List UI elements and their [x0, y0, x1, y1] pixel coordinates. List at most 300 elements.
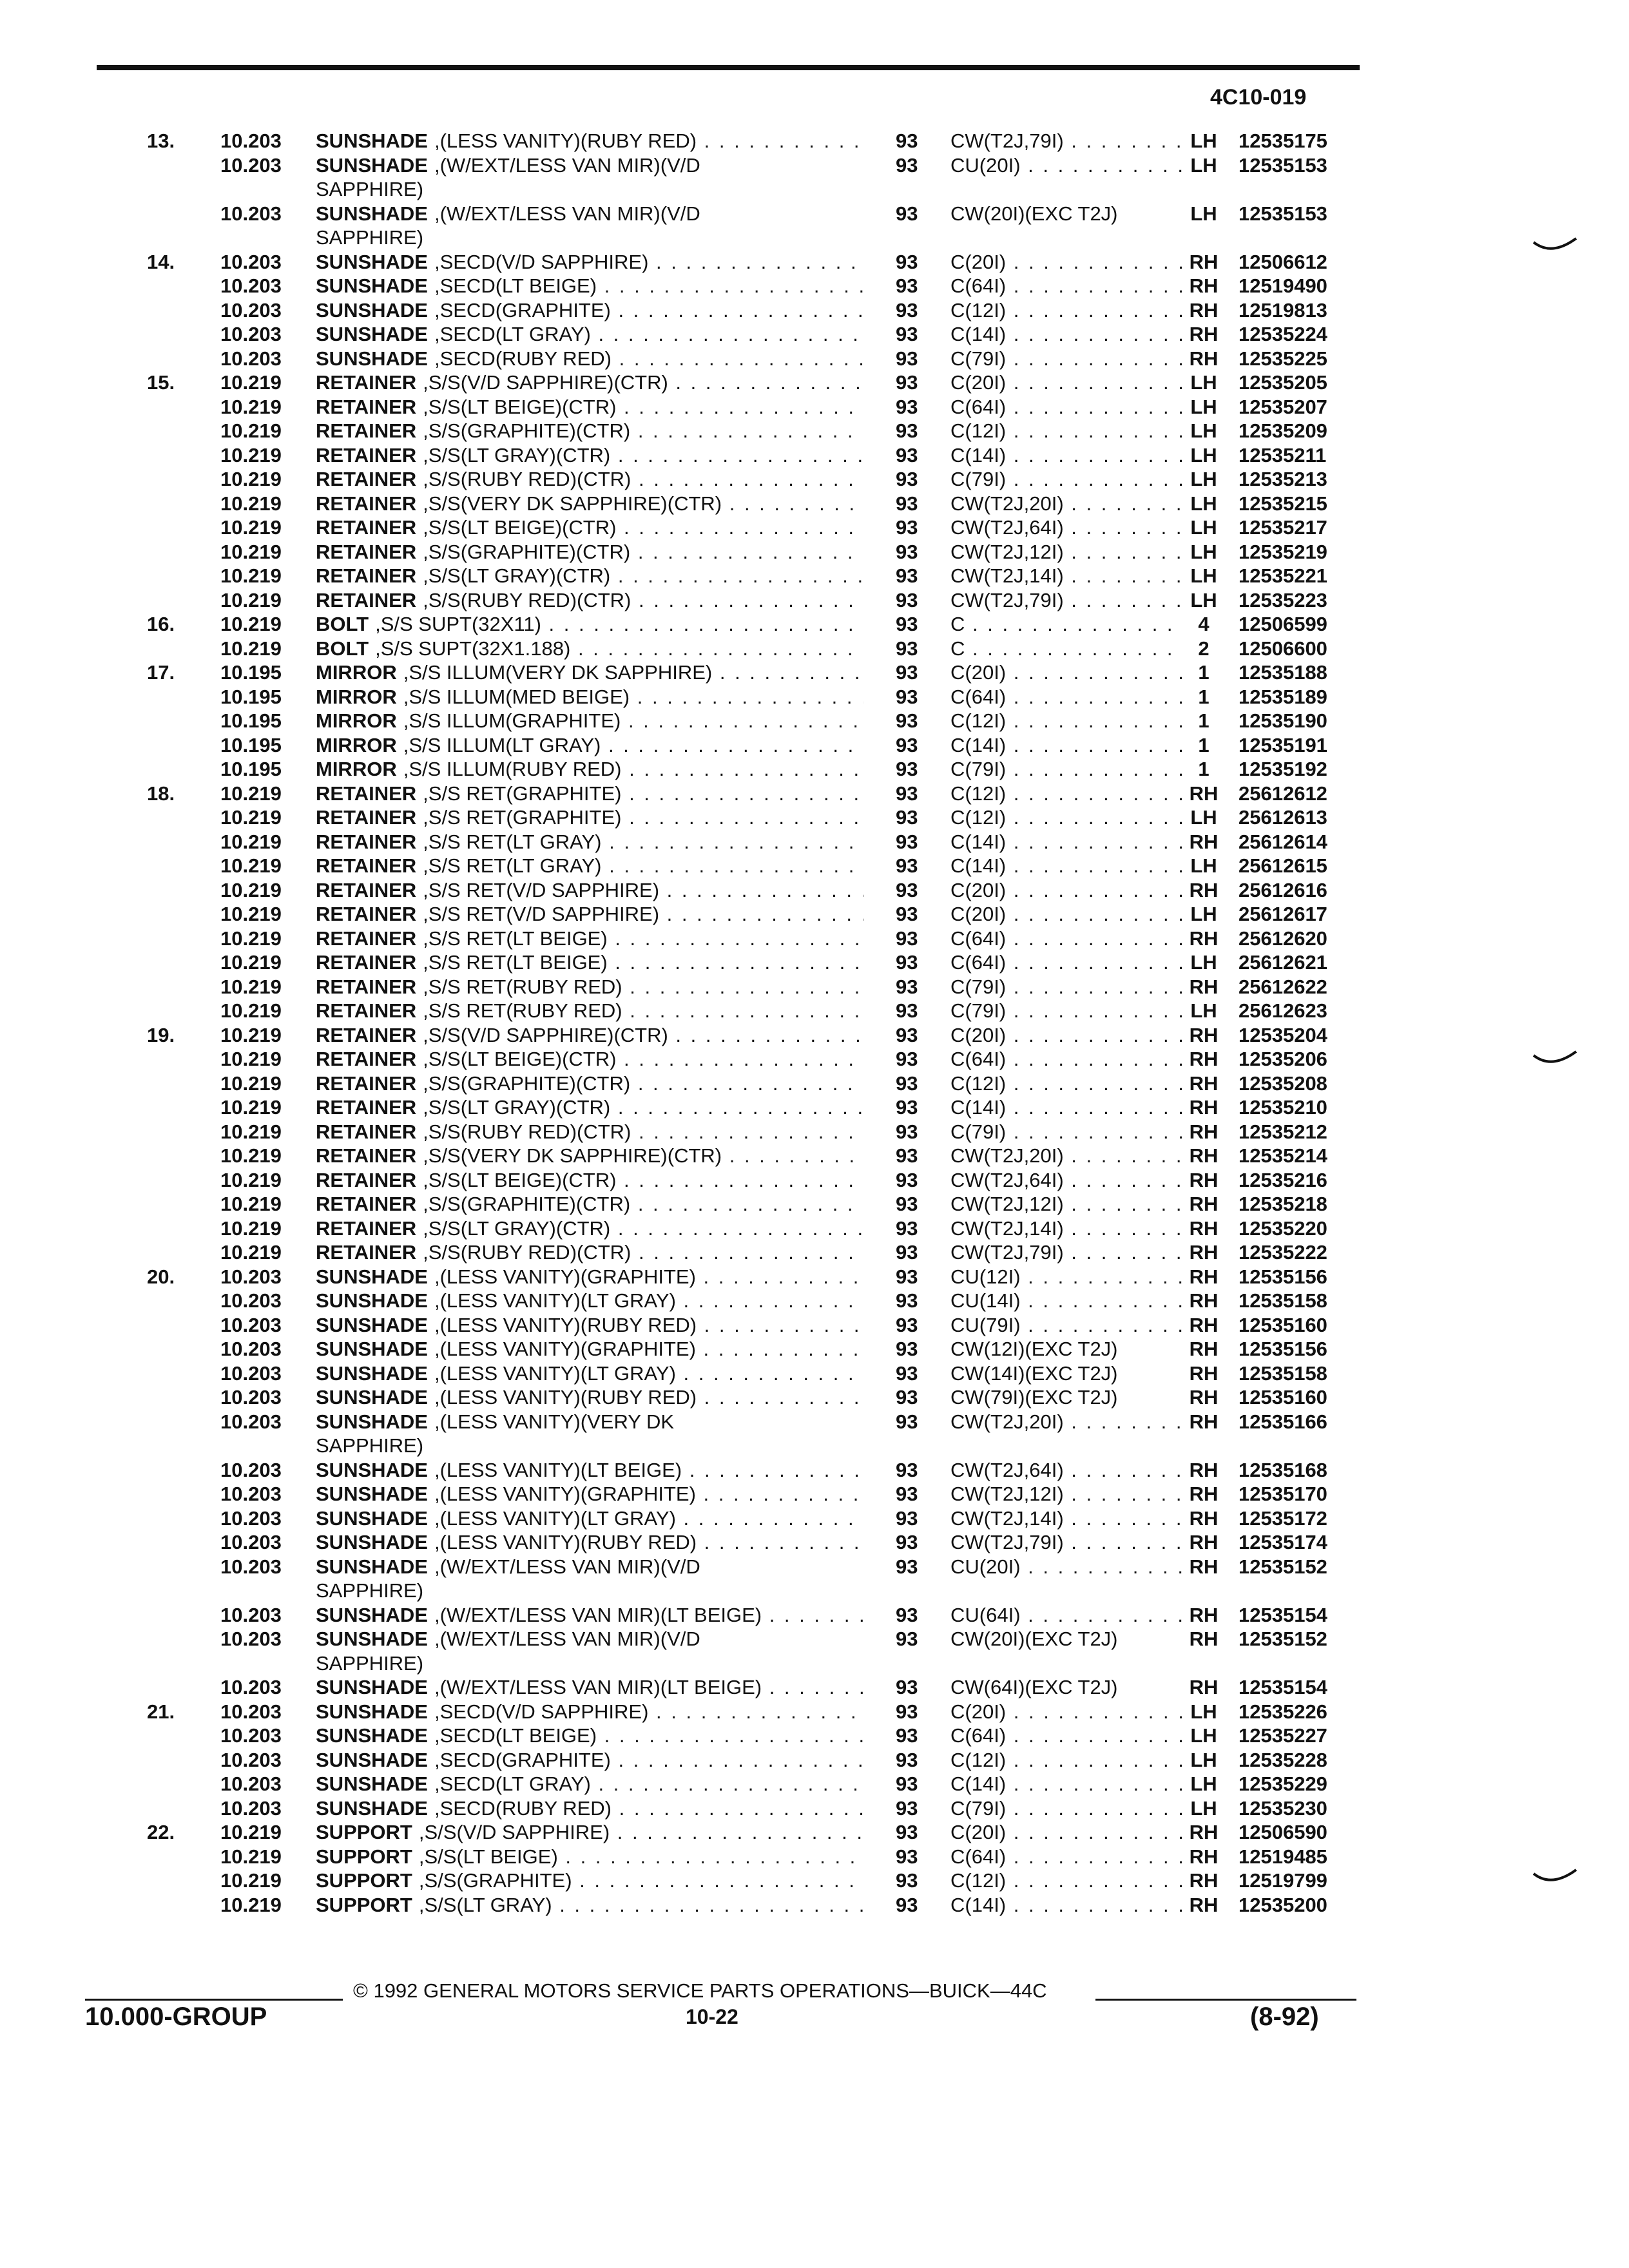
part-detail: ,S/S ILLUM(GRAPHITE)	[403, 709, 621, 732]
model-code	[950, 1675, 1182, 1700]
part-description	[316, 975, 863, 999]
quantity-or-side: LH	[1190, 588, 1217, 611]
part-name: SUNSHADE	[316, 274, 428, 297]
part-name: RETAINER	[316, 1048, 417, 1070]
part-number: 12535204	[1239, 1023, 1327, 1046]
part-name: RETAINER	[316, 975, 417, 998]
part-description	[316, 637, 863, 661]
reference-number: 22.	[147, 1821, 175, 1843]
part-number: 12535158	[1239, 1361, 1327, 1385]
part-detail: ,S/S(GRAPHITE)	[418, 1869, 572, 1892]
model-year: 93	[896, 1821, 918, 1843]
model-year: 93	[896, 903, 918, 925]
parts-row	[0, 467, 1629, 492]
part-detail: ,SECD(GRAPHITE)	[434, 1748, 611, 1771]
parts-row	[0, 1796, 1629, 1821]
part-number: 12535222	[1239, 1241, 1327, 1264]
model-code-text: C(20I) . . .	[950, 1023, 1182, 1048]
quantity-or-side: 1	[1198, 733, 1210, 756]
parts-row	[0, 564, 1629, 588]
model-code-text: CW(T2J,14I) . . .	[950, 1216, 1182, 1241]
part-description	[316, 540, 863, 564]
quantity-or-side: LH	[1190, 1700, 1217, 1723]
part-number: 12535172	[1239, 1506, 1327, 1530]
model-code	[950, 1820, 1182, 1845]
part-detail: ,S/S(LT BEIGE)(CTR)	[423, 1168, 617, 1191]
part-detail: ,S/S(GRAPHITE)(CTR)	[423, 1193, 631, 1215]
part-description	[316, 830, 863, 854]
part-description	[316, 1313, 863, 1338]
model-code-text: C(12I) . . .	[950, 419, 1182, 443]
part-name: SUNSHADE	[316, 298, 428, 322]
parts-row	[0, 709, 1629, 733]
part-number: 12535212	[1239, 1120, 1327, 1143]
model-code	[950, 1361, 1182, 1386]
group-number: 10.219	[220, 830, 282, 853]
group-number: 10.203	[220, 1410, 282, 1433]
group-number: 10.203	[220, 1603, 282, 1626]
part-detail: ,S/S(LT GRAY)(CTR)	[423, 564, 611, 587]
part-description	[316, 467, 863, 492]
part-detail: ,S/S RET(RUBY RED)	[423, 975, 622, 998]
model-code	[950, 1772, 1182, 1796]
part-number: 12535223	[1239, 588, 1327, 611]
part-name: SUNSHADE	[316, 1724, 428, 1747]
parts-row	[0, 1748, 1629, 1773]
model-code-text: C(20I) . . .	[950, 660, 1182, 685]
group-number: 10.219	[220, 1144, 282, 1167]
model-code-text: CW(T2J,20I) . . .	[950, 1144, 1182, 1168]
part-description	[316, 1072, 863, 1096]
model-year: 93	[896, 1265, 918, 1288]
model-code-text: C(20I) . . .	[950, 1820, 1182, 1845]
part-name: RETAINER	[316, 1241, 417, 1264]
part-description	[316, 1869, 863, 1893]
part-number: 25612614	[1239, 830, 1327, 853]
quantity-or-side: RH	[1189, 1458, 1219, 1481]
part-number: 12535230	[1239, 1796, 1327, 1820]
parts-row	[0, 540, 1629, 564]
model-code	[950, 1120, 1182, 1144]
part-detail: ,S/S ILLUM(LT GRAY)	[403, 733, 601, 756]
part-description	[316, 129, 863, 153]
part-detail: ,S/S RET(GRAPHITE)	[423, 806, 622, 829]
parts-row	[0, 854, 1629, 878]
quantity-or-side: 2	[1198, 637, 1210, 660]
parts-row	[0, 1072, 1629, 1096]
model-year: 93	[896, 1869, 918, 1892]
quantity-or-side: RH	[1189, 1676, 1219, 1698]
part-name: RETAINER	[316, 516, 417, 539]
part-detail: ,(LESS VANITY)(LT GRAY)	[434, 1289, 676, 1312]
quantity-or-side: RH	[1189, 1338, 1219, 1360]
model-year: 93	[896, 1072, 918, 1095]
quantity-or-side: RH	[1189, 927, 1219, 950]
parts-row	[0, 588, 1629, 613]
part-description	[316, 1458, 863, 1483]
margin-tick-mark	[1532, 1869, 1577, 1888]
quantity-or-side: RH	[1189, 1531, 1219, 1553]
part-detail: ,S/S SUPT(32X11)	[375, 613, 541, 635]
quantity-or-side: RH	[1189, 1289, 1219, 1312]
quantity-or-side: RH	[1189, 1483, 1219, 1505]
group-number: 10.203	[220, 202, 282, 225]
part-name: SUNSHADE	[316, 1361, 428, 1385]
model-code-text: C(14I) . . .	[950, 443, 1182, 468]
parts-row	[0, 805, 1629, 830]
part-name: SUNSHADE	[316, 1313, 428, 1336]
parts-row	[0, 612, 1629, 637]
model-code-text: CW(12I)(EXC T2J)	[950, 1338, 1118, 1360]
model-year: 93	[896, 1241, 918, 1264]
part-name: SUNSHADE	[316, 1748, 428, 1771]
part-number: 12535160	[1239, 1386, 1327, 1408]
quantity-or-side: RH	[1189, 1120, 1219, 1143]
part-name: SUNSHADE	[316, 1289, 428, 1312]
quantity-or-side: RH	[1189, 1072, 1219, 1095]
part-number: 12535156	[1239, 1265, 1327, 1288]
parts-row	[0, 1410, 1629, 1458]
parts-row	[0, 492, 1629, 516]
part-detail: ,S/S RET(LT GRAY)	[423, 830, 602, 853]
part-number: 12535215	[1239, 492, 1327, 515]
part-name: RETAINER	[316, 371, 417, 394]
group-number: 10.203	[220, 1506, 282, 1530]
part-number: 12535213	[1239, 468, 1327, 490]
part-number: 12535218	[1239, 1193, 1327, 1215]
group-number: 10.203	[220, 1628, 282, 1650]
quantity-or-side: RH	[1189, 782, 1219, 805]
part-detail: ,(LESS VANITY)(RUBY RED)	[434, 1386, 697, 1408]
part-description	[316, 515, 863, 540]
part-number: 25612612	[1239, 782, 1327, 805]
model-code	[950, 1240, 1182, 1265]
model-code	[950, 515, 1182, 540]
group-number: 10.219	[220, 782, 282, 805]
parts-row	[0, 443, 1629, 468]
model-year: 93	[896, 492, 918, 515]
quantity-or-side: RH	[1189, 1144, 1219, 1167]
parts-row	[0, 950, 1629, 975]
parts-row	[0, 685, 1629, 709]
model-year: 93	[896, 1096, 918, 1119]
quantity-or-side: RH	[1189, 323, 1219, 345]
model-year: 93	[896, 613, 918, 635]
quantity-or-side: RH	[1189, 250, 1219, 273]
model-year: 93	[896, 153, 918, 177]
quantity-or-side: LH	[1190, 395, 1217, 418]
part-number: 12535224	[1239, 323, 1327, 345]
group-number: 10.219	[220, 1869, 282, 1892]
parts-row	[0, 1361, 1629, 1386]
quantity-or-side: RH	[1189, 1869, 1219, 1892]
model-code-text: C(64I) . . .	[950, 1845, 1182, 1869]
parts-row	[0, 1168, 1629, 1193]
model-year: 93	[896, 564, 918, 587]
reference-number: 14.	[147, 250, 175, 273]
parts-row	[0, 878, 1629, 903]
group-number: 10.203	[220, 1700, 282, 1723]
part-description	[316, 419, 863, 443]
model-year: 93	[896, 202, 918, 225]
group-number: 10.219	[220, 637, 282, 660]
part-name: RETAINER	[316, 927, 417, 950]
group-number: 10.219	[220, 540, 282, 563]
group-number: 10.203	[220, 153, 282, 177]
part-name: RETAINER	[316, 1072, 417, 1095]
model-year: 93	[896, 1458, 918, 1481]
part-detail: ,(LESS VANITY)(GRAPHITE)	[434, 1338, 696, 1360]
part-name: MIRROR	[316, 733, 397, 756]
model-code	[950, 1627, 1182, 1651]
quantity-or-side: RH	[1189, 1313, 1219, 1336]
part-description	[316, 1893, 863, 1917]
part-name: RETAINER	[316, 806, 417, 829]
model-code	[950, 492, 1182, 516]
model-year: 93	[896, 999, 918, 1022]
part-description	[316, 782, 863, 806]
part-name: RETAINER	[316, 1120, 417, 1143]
parts-row	[0, 975, 1629, 999]
group-number: 10.219	[220, 588, 282, 611]
part-name: MIRROR	[316, 758, 397, 780]
part-name: RETAINER	[316, 540, 417, 563]
parts-row	[0, 202, 1629, 250]
parts-row	[0, 1482, 1629, 1506]
part-number: 25612616	[1239, 878, 1327, 901]
model-code	[950, 1748, 1182, 1773]
model-year: 93	[896, 1893, 918, 1916]
model-code	[950, 950, 1182, 975]
model-code-text: CW(T2J,79I) . . .	[950, 1240, 1182, 1265]
model-code-text: C(20I) . . .	[950, 902, 1182, 927]
part-detail-continued: SAPPHIRE)	[316, 1651, 424, 1675]
part-name: SUNSHADE	[316, 250, 428, 273]
part-name: SUPPORT	[316, 1845, 412, 1868]
part-description	[316, 1095, 863, 1120]
quantity-or-side: RH	[1189, 878, 1219, 901]
part-number: 12535189	[1239, 685, 1327, 708]
quantity-or-side: RH	[1189, 1506, 1219, 1530]
part-number: 12519485	[1239, 1845, 1327, 1868]
part-name: SUNSHADE	[316, 1458, 428, 1481]
model-code	[950, 805, 1182, 830]
model-code	[950, 1289, 1182, 1313]
parts-row	[0, 1265, 1629, 1289]
model-code	[950, 588, 1182, 613]
parts-row	[0, 419, 1629, 443]
part-description	[316, 1240, 863, 1265]
page-code: 4C10-019	[1210, 85, 1307, 110]
model-code	[950, 902, 1182, 927]
model-year: 93	[896, 1603, 918, 1626]
part-number: 12506599	[1239, 613, 1327, 635]
model-code-text: CU(79I) . . .	[950, 1313, 1182, 1338]
part-detail: ,S/S(RUBY RED)(CTR)	[423, 588, 631, 611]
model-code-text: C(64I) . . .	[950, 950, 1182, 975]
group-number: 10.219	[220, 999, 282, 1022]
part-detail: ,S/S(GRAPHITE)(CTR)	[423, 1072, 631, 1095]
part-detail: ,S/S RET(RUBY RED)	[423, 999, 622, 1022]
part-description	[316, 1385, 863, 1410]
model-code-text: CW(T2J,79I) . . .	[950, 588, 1182, 613]
part-name: RETAINER	[316, 878, 417, 901]
group-number: 10.195	[220, 661, 282, 684]
model-year: 93	[896, 1144, 918, 1167]
model-code	[950, 612, 1182, 637]
part-description	[316, 1820, 863, 1845]
part-name: SUNSHADE	[316, 1603, 428, 1626]
parts-row	[0, 370, 1629, 395]
part-name: SUNSHADE	[316, 130, 428, 152]
part-description	[316, 274, 863, 298]
part-description	[316, 950, 863, 975]
part-name: BOLT	[316, 613, 369, 635]
part-detail: ,(LESS VANITY)(RUBY RED)	[434, 130, 697, 152]
model-code-text: C(12I) . . .	[950, 1072, 1182, 1096]
part-name: SUNSHADE	[316, 1555, 428, 1578]
part-description	[316, 1675, 863, 1700]
model-year: 93	[896, 540, 918, 563]
part-name: RETAINER	[316, 395, 417, 418]
model-code-text: CW(T2J,79I) . . .	[950, 129, 1182, 153]
model-code	[950, 347, 1182, 371]
part-number: 12535154	[1239, 1603, 1327, 1626]
group-number: 10.203	[220, 298, 282, 322]
part-detail: ,S/S SUPT(32X1.188)	[375, 637, 571, 660]
group-number: 10.219	[220, 1216, 282, 1240]
part-description	[316, 298, 863, 323]
group-number: 10.219	[220, 492, 282, 515]
parts-row	[0, 250, 1629, 274]
part-description	[316, 1192, 863, 1216]
part-number: 12535153	[1239, 202, 1327, 225]
model-year: 93	[896, 298, 918, 322]
part-description	[316, 1506, 863, 1531]
part-detail: ,SECD(V/D SAPPHIRE)	[434, 1700, 649, 1723]
part-number: 12519490	[1239, 274, 1327, 297]
part-number: 12535170	[1239, 1483, 1327, 1505]
parts-row	[0, 830, 1629, 854]
quantity-or-side: LH	[1190, 854, 1217, 877]
part-name: SUNSHADE	[316, 1338, 428, 1360]
model-code	[950, 322, 1182, 347]
model-code	[950, 443, 1182, 468]
model-code-text: CW(T2J,64I) . . .	[950, 515, 1182, 540]
part-description	[316, 443, 863, 468]
group-number: 10.219	[220, 516, 282, 539]
part-description	[316, 1023, 863, 1048]
model-code-text: C(12I) . . .	[950, 709, 1182, 733]
part-name: SUNSHADE	[316, 153, 428, 177]
part-detail: ,S/S(VERY DK SAPPHIRE)(CTR)	[423, 492, 722, 515]
part-number: 12506590	[1239, 1821, 1327, 1843]
parts-list	[0, 129, 1629, 1917]
part-name: RETAINER	[316, 951, 417, 974]
group-number: 10.203	[220, 1458, 282, 1481]
group-number: 10.219	[220, 1821, 282, 1843]
model-year: 93	[896, 1386, 918, 1408]
margin-tick-mark	[1532, 1050, 1577, 1070]
quantity-or-side: RH	[1189, 975, 1219, 998]
part-name: RETAINER	[316, 443, 417, 466]
model-year: 93	[896, 1289, 918, 1312]
group-number: 10.219	[220, 1193, 282, 1215]
part-number: 12519813	[1239, 298, 1327, 322]
part-number: 12535217	[1239, 516, 1327, 539]
group-number: 10.195	[220, 733, 282, 756]
quantity-or-side: LH	[1190, 951, 1217, 974]
part-detail: ,S/S RET(LT BEIGE)	[423, 951, 608, 974]
part-number: 12535158	[1239, 1289, 1327, 1312]
part-detail: ,S/S(LT BEIGE)(CTR)	[423, 516, 617, 539]
part-name: SUNSHADE	[316, 323, 428, 345]
group-number: 10.203	[220, 1386, 282, 1408]
model-year: 93	[896, 709, 918, 732]
part-number: 12535227	[1239, 1724, 1327, 1747]
model-year: 93	[896, 395, 918, 418]
part-name: RETAINER	[316, 1096, 417, 1119]
group-number: 10.203	[220, 1338, 282, 1360]
footer-copyright: © 1992 GENERAL MOTORS SERVICE PARTS OPERATIONS—BUICK—44C	[353, 1979, 1047, 2002]
part-description	[316, 927, 863, 951]
part-name: SUNSHADE	[316, 1700, 428, 1723]
part-name: MIRROR	[316, 685, 397, 708]
model-code	[950, 1458, 1182, 1483]
group-number: 10.219	[220, 903, 282, 925]
model-code	[950, 540, 1182, 564]
parts-row	[0, 1530, 1629, 1555]
model-code	[950, 1893, 1182, 1917]
part-name: RETAINER	[316, 468, 417, 490]
part-name: SUPPORT	[316, 1821, 412, 1843]
part-description	[316, 1216, 863, 1241]
top-rule	[97, 65, 1360, 70]
part-detail: ,SECD(RUBY RED)	[434, 347, 612, 370]
group-number: 10.219	[220, 564, 282, 587]
parts-row	[0, 322, 1629, 347]
model-year: 93	[896, 274, 918, 297]
part-name: BOLT	[316, 637, 369, 660]
part-detail: ,S/S(V/D SAPPHIRE)	[418, 1821, 610, 1843]
part-detail: ,S/S ILLUM(RUBY RED)	[403, 758, 622, 780]
group-number: 10.219	[220, 927, 282, 950]
model-code	[950, 1700, 1182, 1724]
model-year: 93	[896, 782, 918, 805]
part-detail: ,(W/EXT/LESS VAN MIR)(V/D	[434, 1628, 700, 1650]
parts-row	[0, 1047, 1629, 1072]
quantity-or-side: LH	[1190, 1748, 1217, 1771]
quantity-or-side: RH	[1189, 1193, 1219, 1215]
part-description	[316, 588, 863, 613]
quantity-or-side: LH	[1190, 806, 1217, 829]
model-code	[950, 1869, 1182, 1893]
model-code-text: C(64I) . . .	[950, 395, 1182, 419]
model-code	[950, 999, 1182, 1023]
parts-row	[0, 515, 1629, 540]
part-name: RETAINER	[316, 1168, 417, 1191]
part-detail: ,S/S(RUBY RED)(CTR)	[423, 1241, 631, 1264]
model-code	[950, 564, 1182, 588]
group-number: 10.219	[220, 1241, 282, 1264]
model-code	[950, 637, 1182, 661]
quantity-or-side: LH	[1190, 903, 1217, 925]
quantity-or-side: RH	[1189, 1603, 1219, 1626]
parts-row	[0, 1772, 1629, 1796]
group-number: 10.219	[220, 854, 282, 877]
parts-row	[0, 1724, 1629, 1748]
part-number: 12506600	[1239, 637, 1327, 660]
